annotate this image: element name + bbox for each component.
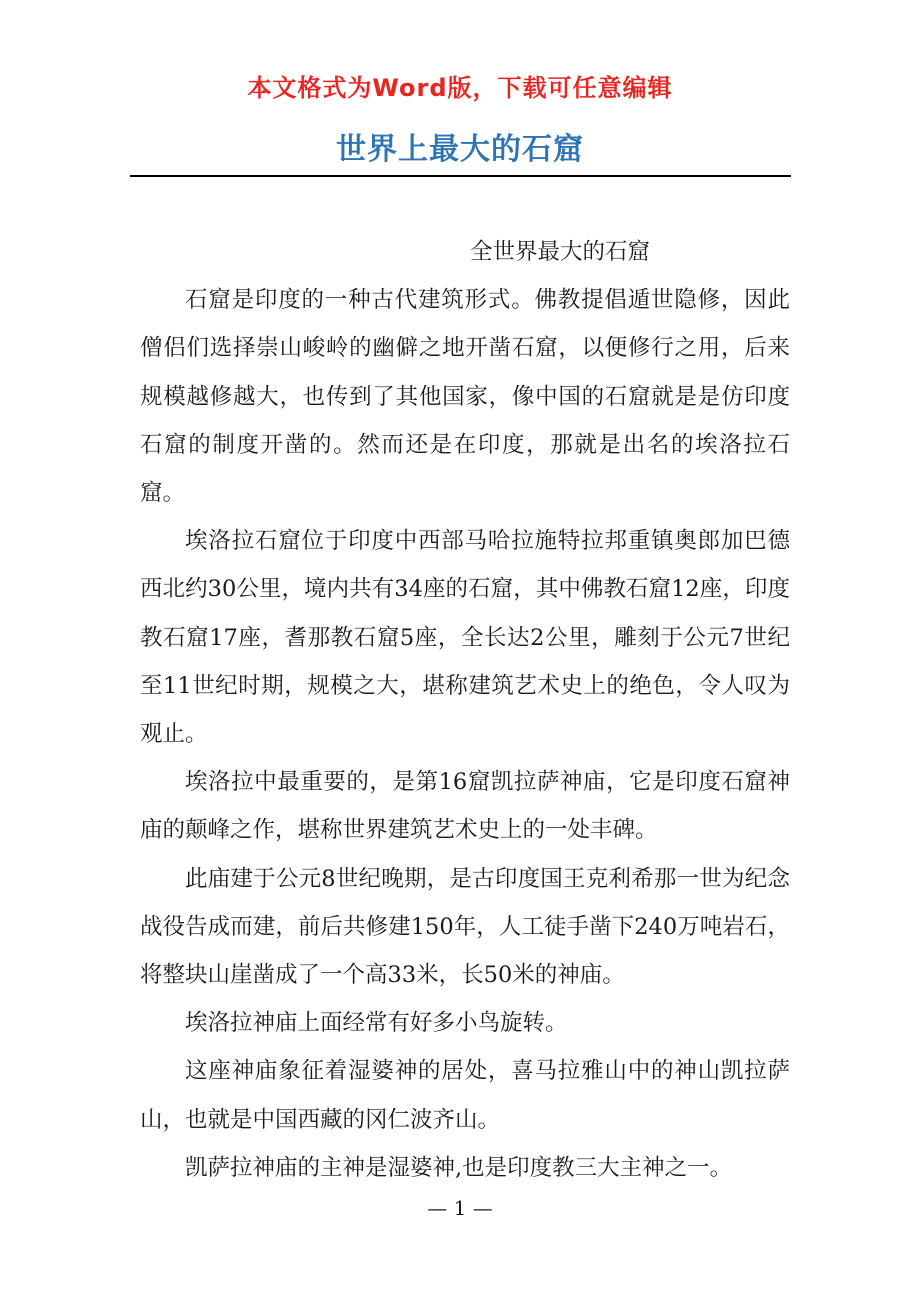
page-number: — 1 — — [427, 1196, 493, 1220]
page-title: 世界上最大的石窟 — [336, 132, 584, 167]
paragraph-1: 石窟是印度的一种古代建筑形式。佛教提倡遁世隐修，因此僧侣们选择崇山峻岭的幽僻之地开凿石窟，以便修行之用，后来规模越修越大，也传到了其他国家，像中国的石窟就是是仿印度石窟的制度开凿的。然而还是在印度，那就是出名的埃洛拉石窟。 — [140, 287, 790, 507]
paragraph-7: 凯萨拉神庙的主神是湿婆神,也是印度教三大主神之一。 — [185, 1154, 733, 1181]
paragraph-4: 此庙建于公元8世纪晚期，是古印度国王克利希那一世为纪念战役告成而建，前后共修建150年，人工徒手凿下240万吨岩石，将整块山崖凿成了一个高33米，长50米的神庙。 — [140, 865, 790, 989]
paragraph-2: 埃洛拉石窟位于印度中西部马哈拉施特拉邦重镇奥郎加巴德西北约30公里，境内共有34座的石窟，其中佛教石窟12座，印度教石窟17座，耆那教石窟5座，全长达2公里，雕刻于公元7世纪至11世纪时期，规模之大，堪称建筑艺术史上的绝色，令人叹为观止。 — [140, 528, 790, 748]
article-body — [140, 228, 790, 1192]
article-subtitle: 全世界最大的石窟 — [469, 239, 650, 265]
paragraph-3: 埃洛拉中最重要的，是第16窟凯拉萨神庙，它是印度石窟神庙的颠峰之作，堪称世界建筑艺术史上的一处丰碑。 — [140, 769, 790, 844]
word-format-notice: 本文格式为Word版，下载可任意编辑 — [247, 74, 673, 102]
paragraph-5: 埃洛拉神庙上面经常有好多小鸟旋转。 — [185, 1010, 568, 1037]
title-divider — [130, 175, 791, 177]
paragraph-6: 这座神庙象征着湿婆神的居处，喜马拉雅山中的神山凯拉萨山，也就是中国西藏的冈仁波齐山。 — [140, 1058, 790, 1133]
